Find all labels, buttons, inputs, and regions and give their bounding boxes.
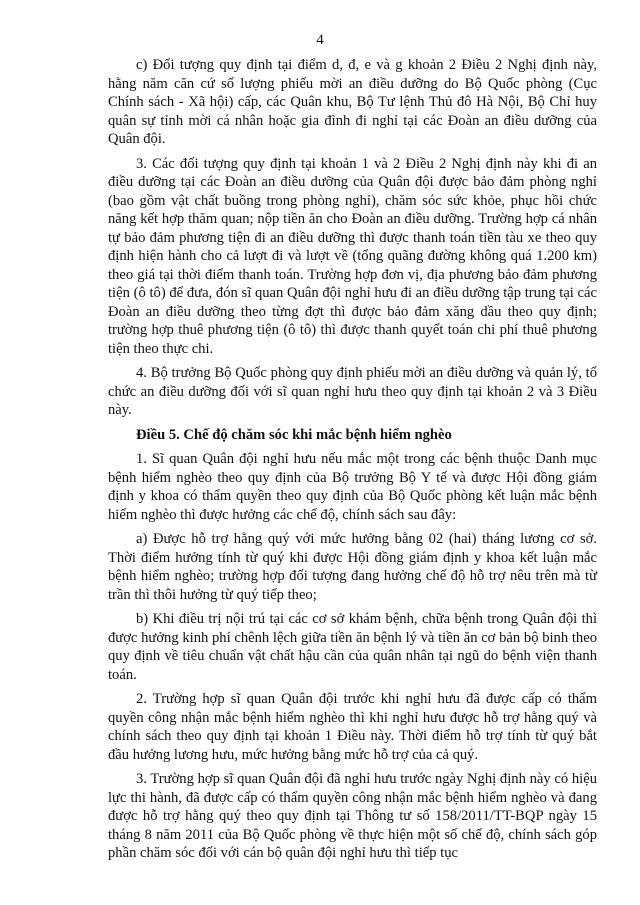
paragraph: c) Đối tượng quy định tại điểm d, đ, e và g khoản 2 Điều 2 Nghị định này, hằng năm căn cứ số lượng phiếu mời an điều dưỡng do Bộ Quốc phòng (Cục Chính sách - Xã hội) cấp, các Quân khu, Bộ Tư lệnh Thủ đô Hà Nội, Bộ Chỉ huy quân sự tỉnh mời cá nhân hoặc gia đình đi nghỉ tại các Đoàn an điều dưỡng của Quân đội.: [108, 57, 597, 147]
paragraph: 3. Trường hợp sĩ quan Quân đội đã nghỉ hưu trước ngày Nghị định này có hiệu lực thi hành, đã được cấp có thẩm quyền công nhận mắc bệnh hiểm nghèo và đang được hỗ trợ hằng quý theo quy định tại Thông tư số 158/2011/TT-BQP ngày 15 tháng 8 năm 2011 của Bộ Quốc phòng về thực hiện một số chế độ, chính sách góp phần chăm sóc đối với cán bộ quân đội nghỉ hưu thì tiếp tục: [108, 771, 597, 861]
paragraph: 3. Các đối tượng quy định tại khoản 1 và 2 Điều 2 Nghị định này khi đi an điều dưỡng tại các Đoàn an điều dưỡng của Quân đội được bảo đảm phòng nghỉ (bao gồm vật chất buồng trong phòng nghỉ), chăm sóc sức khỏe, phục hồi chức năng kết hợp thăm quan; nộp tiền ăn cho Đoàn an điều dưỡng. Trường hợp cá nhân tự bảo đảm phương tiện đi an điều dưỡng thì được thanh toán tiền tàu xe theo quy định hiện hành cho cả lượt đi và lượt về (tổng quãng đường không quá 1.200 km) theo giá tại thời điểm thanh toán. Trường hợp đơn vị, địa phương bảo đảm phương tiện (ô tô) để đưa, đón sĩ quan Quân đội nghỉ hưu đi an điều dưỡng tập trung tại các Đoàn an điều dưỡng theo từng đợt thì được bảo đảm xăng dầu theo quy định; trường hợp thuê phương tiện (ô tô) thì được thanh quyết toán chi phí thuê phương tiện theo thực chi.: [108, 155, 597, 357]
paragraph: 1. Sĩ quan Quân đội nghỉ hưu nếu mắc một trong các bệnh thuộc Danh mục bệnh hiểm nghèo theo quy định của Bộ trưởng Bộ Y tế và được Hội đồng giám định y khoa có thẩm quyền theo quy định của Bộ Quốc phòng kết luận mắc bệnh hiểm nghèo thì được hưởng các chế độ, chính sách sau đây:: [108, 451, 597, 523]
paragraph: b) Khi điều trị nội trú tại các cơ sở khám bệnh, chữa bệnh trong Quân đội thì được hưởng kinh phí chênh lệch giữa tiền ăn bệnh lý và tiền ăn cơ bản bộ binh theo quy định về tiêu chuẩn vật chất hậu cần của quân nhân tại ngũ do bệnh viện thanh toán.: [108, 611, 597, 683]
paragraph: a) Được hỗ trợ hằng quý với mức hưởng bằng 02 (hai) tháng lương cơ sở. Thời điểm hưởng tính từ quý khi được Hội đồng giám định y khoa kết luận mắc bệnh hiểm nghèo; trường hợp đối tượng đang hưởng chế độ hỗ trợ nêu trên mà từ trần thì thôi hưởng từ quý tiếp theo;: [108, 531, 597, 603]
section-heading: Điều 5. Chế độ chăm sóc khi mắc bệnh hiểm nghèo: [136, 426, 452, 443]
document-body: [108, 56, 597, 869]
paragraph: 4. Bộ trưởng Bộ Quốc phòng quy định phiếu mời an điều dưỡng và quản lý, tổ chức an điều dưỡng đối với sĩ quan nghỉ hưu theo quy định tại khoản 2 và 3 Điều này.: [108, 365, 597, 418]
page-number: 4: [316, 32, 324, 48]
paragraph: 2. Trường hợp sĩ quan Quân đội trước khi nghỉ hưu đã được cấp có thẩm quyền công nhận mắc bệnh hiểm nghèo thì khi nghỉ hưu được hỗ trợ hằng quý và chính sách theo quy định tại khoản 1 Điều này. Thời điểm hỗ trợ tính từ quý bắt đầu hưởng lương hưu, mức hưởng bằng mức hỗ trợ của cả quý.: [108, 691, 597, 763]
